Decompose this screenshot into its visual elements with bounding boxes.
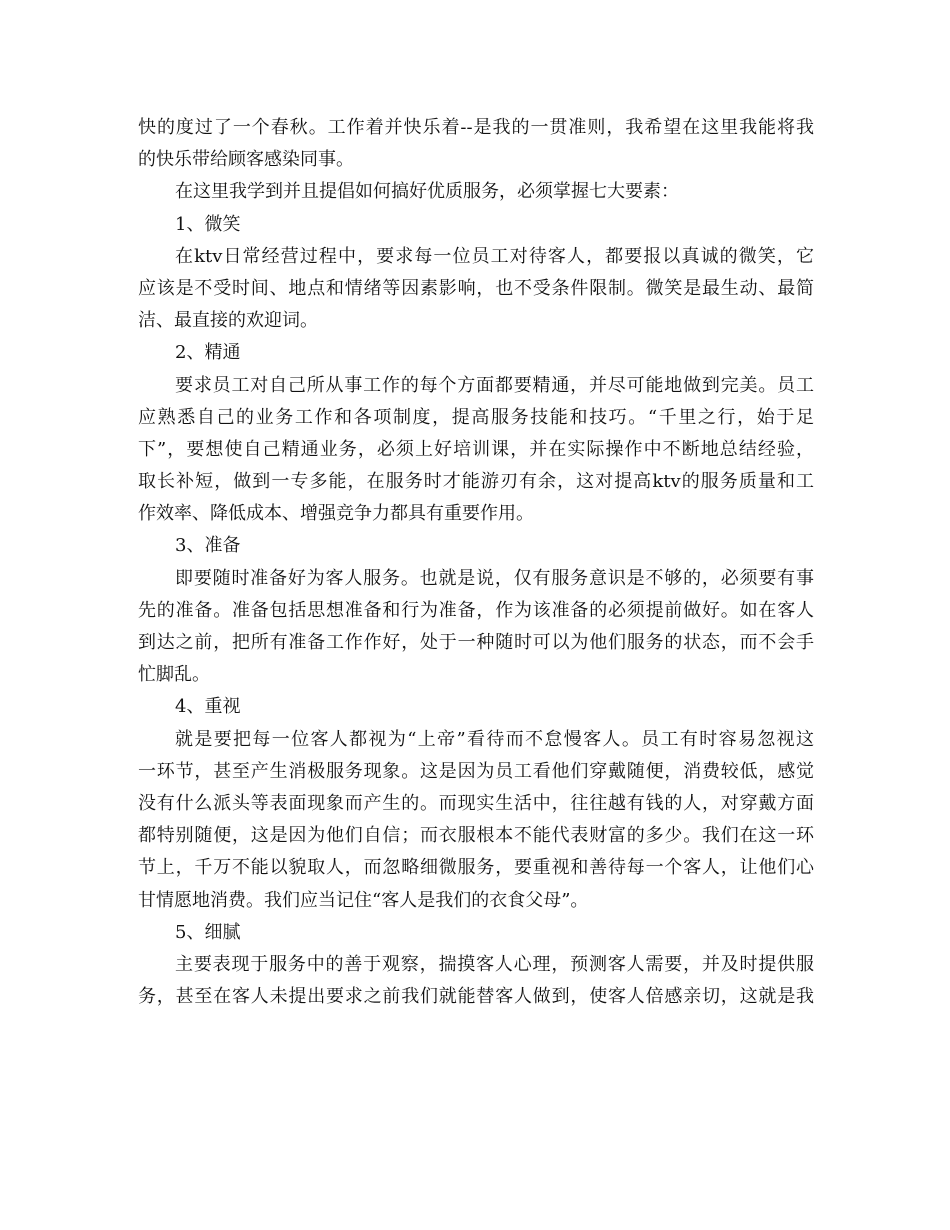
text-line: 都特别随便，这是因为他们自信；而衣服根本不能代表财富的多少。我们在这一环 <box>138 825 814 847</box>
text-line: 主要表现于服务中的善于观察，揣摸客人心理，预测客人需要，并及时提供服 <box>175 953 814 975</box>
text-line: 一环节，甚至产生消极服务现象。这是因为员工看他们穿戴随便，消费较低，感觉 <box>138 760 814 782</box>
text-line: 的快乐带给顾客感染同事。 <box>138 149 354 171</box>
text-line: 作效率、降低成本、增强竞争力都具有重要作用。 <box>138 503 534 525</box>
text-line: 1、微笑 <box>175 213 241 235</box>
text-line: 先的准备。准备包括思想准备和行为准备，作为该准备的必须提前做好。如在客人 <box>138 599 814 621</box>
text-line: 取长补短，做到一专多能，在服务时才能游刃有余，这对提高ktv的服务质量和工 <box>138 471 814 493</box>
text-line: 在ktv日常经营过程中，要求每一位员工对待客人，都要报以真诚的微笑，它 <box>175 245 814 267</box>
text-line: 应该是不受时间、地点和情绪等因素影响，也不受条件限制。微笑是最生动、最简 <box>138 277 814 299</box>
text-line: 要求员工对自己所从事工作的每个方面都要精通，并尽可能地做到完美。员工 <box>175 374 814 396</box>
text-line: 务，甚至在客人未提出要求之前我们就能替客人做到，使客人倍感亲切，这就是我 <box>138 986 814 1008</box>
document-body <box>138 112 814 1013</box>
text-line: 洁、最直接的欢迎词。 <box>138 310 318 332</box>
text-line: 没有什么派头等表面现象而产生的。而现实生活中，往往越有钱的人，对穿戴方面 <box>138 792 814 814</box>
text-line: 应熟悉自己的业务工作和各项制度，提高服务技能和技巧。“千里之行，始于足 <box>138 406 814 428</box>
text-line: 忙脚乱。 <box>138 664 210 686</box>
text-line: 在这里我学到并且提倡如何搞好优质服务，必须掌握七大要素： <box>175 181 679 203</box>
text-line: 甘情愿地消费。我们应当记住“客人是我们的衣食父母”。 <box>138 889 589 911</box>
text-line: 节上，千万不能以貌取人，而忽略细微服务，要重视和善待每一个客人，让他们心 <box>138 857 814 879</box>
text-line: 3、准备 <box>175 535 241 557</box>
text-line: 就是要把每一位客人都视为“上帝”看待而不怠慢客人。员工有时容易忽视这 <box>175 728 814 750</box>
text-line: 5、细腻 <box>175 921 241 943</box>
text-line: 下”，要想使自己精通业务，必须上好培训课，并在实际操作中不断地总结经验， <box>138 438 814 460</box>
text-line: 2、精通 <box>175 342 241 364</box>
text-line: 快的度过了一个春秋。工作着并快乐着--是我的一贯准则，我希望在这里我能将我 <box>138 117 814 138</box>
text-line: 4、重视 <box>175 696 241 718</box>
text-line: 到达之前，把所有准备工作作好，处于一种随时可以为他们服务的状态，而不会手 <box>138 632 814 653</box>
text-line: 即要随时准备好为客人服务。也就是说，仅有服务意识是不够的，必须要有事 <box>175 567 814 589</box>
